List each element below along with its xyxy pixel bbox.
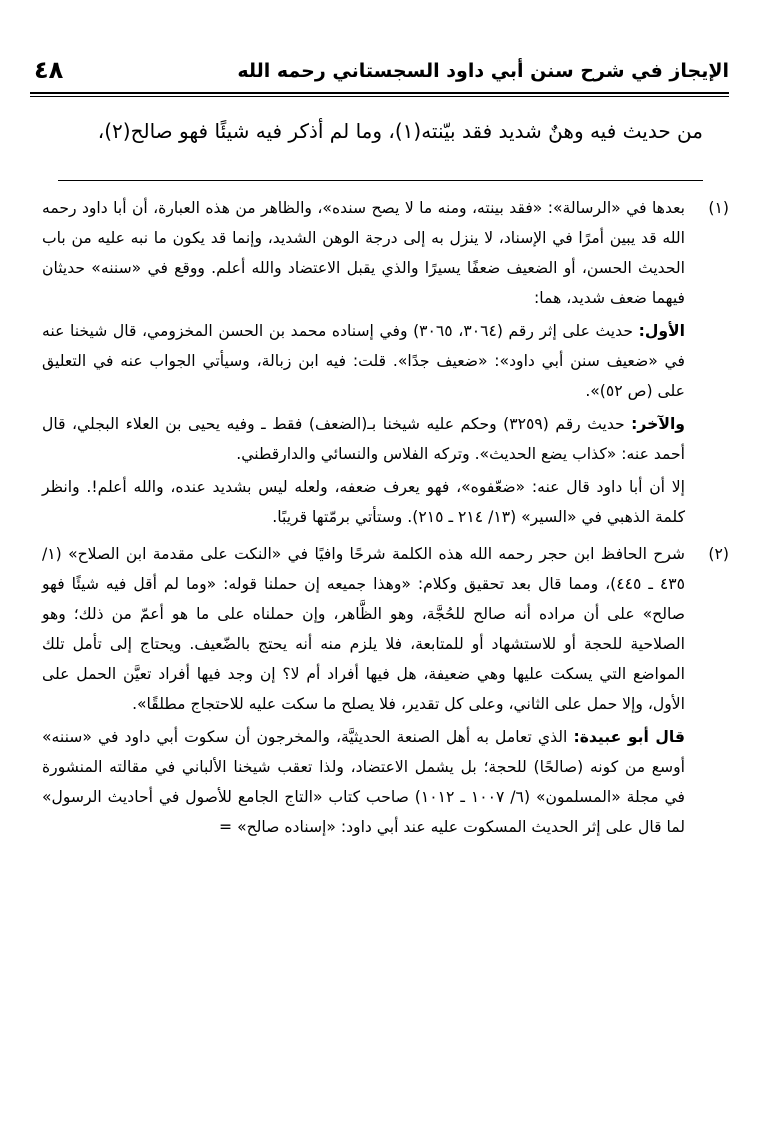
paragraph-text: الذي تعامل به أهل الصنعة الحديثيَّة، والمخرجون أن سكوت أبي داود في «سننه» أوسع من كونه (صالحًا) للحجة؛ بل يشمل الاعتضاد، ولذا تعقب شيخنا الألباني في مقالته المنشورة في مجلة «المسلمون» (٦/ ١٠٠٧ ـ ١٠١٢) صاحب كتاب «التاج الجامع للأصول في أحاديث الرسول» لما قال على إثر الحديث المسكوت عليه عند أبي داود: «إسناده صالح» = xyxy=(42,728,685,836)
paragraph-text: حديث على إثر رقم (٣٠٦٤، ٣٠٦٥) وفي إسناده محمد بن الحسن المخزومي، قال شيخنا عنه في «ضعيف سنن أبي داود»: «ضعيف جدًا». قلت: فيه ابن زبالة، وسيأتي الجواب عنه في التعليق على (ص ٥٢)». xyxy=(42,322,685,400)
footnote-paragraph xyxy=(42,193,685,313)
footnote-paragraph xyxy=(42,539,685,719)
main-text-line: من حديث فيه وهنٌ شديد فقد بيّنته(١)، وما لم أذكر فيه شيئًا فهو صالح(٢)، xyxy=(97,119,703,143)
paragraph-text: حديث رقم (٣٢٥٩) وحكم عليه شيخنا بـ(الضعف) فقط ـ وفيه يحيى بن العلاء البجلي، قال أحمد عنه: «كذاب يضع الحديث». وتركه الفلاس والنسائي والدارقطني. xyxy=(42,415,685,463)
footnote-body xyxy=(42,539,685,845)
paragraph-lead: والآخر: xyxy=(631,415,685,433)
paragraph-lead: قال أبو عبيدة: xyxy=(573,728,685,746)
paragraph-lead: الأول: xyxy=(638,322,685,340)
footnote-separator xyxy=(58,180,703,181)
footnote-paragraph xyxy=(42,722,685,842)
footnote-paragraph xyxy=(42,316,685,406)
page-number: ٤٨ xyxy=(34,56,64,84)
footnote-1 xyxy=(42,193,729,535)
footnote-paragraph xyxy=(42,472,685,532)
footnote-2 xyxy=(42,539,729,845)
footnote-body xyxy=(42,193,685,535)
running-header xyxy=(30,52,729,96)
header-rule xyxy=(30,92,729,97)
header-title: الإيجاز في شرح سنن أبي داود السجستاني رحمه الله xyxy=(237,60,729,82)
footnote-paragraph xyxy=(42,409,685,469)
paragraph-text: إلا أن أبا داود قال عنه: «ضعّفوه»، فهو يعرف ضعفه، ولعله ليس بشديد عنده، والله أعلم!. وانظر كلمة الذهبي في «السير» (١٣/ ٢١٤ ـ ٢١٥). وستأتي برمّتها قريبًا. xyxy=(42,478,685,526)
paragraph-text: بعدها في «الرسالة»: «فقد بينته، ومنه ما لا يصح سنده»، والظاهر من هذه العبارة، أن أبا داود رحمه الله قد يبين أمرًا في الإسناد، لا ينزل به إلى درجة الوهن الشديد، وإنما قد يكون ما نبه عليه من باب الحديث الحسن، أو الضعيف ضعفًا يسيرًا والذي يقبل الاعتضاد والله أعلم. ووقع في «سننه» حديثان فيهما ضعف شديد، هما: xyxy=(42,199,685,307)
footnotes xyxy=(42,193,729,845)
footnote-number: (١) xyxy=(708,199,729,217)
paragraph-text: شرح الحافظ ابن حجر رحمه الله هذه الكلمة شرحًا وافيًا في «النكت على مقدمة ابن الصلاح» (١/ ٤٣٥ ـ ٤٤٥)، ومما قال بعد تحقيق وكلام: «وهذا جميعه إن حملنا قوله: «وما لم أقل فيه شيئًا فهو صالح» على أن مراده أنه صالح للحُجَّة، وهو الظَّاهر، وإن حملناه على ما هو أعمّ من ذلك؛ وهو الصلاحية للحجة أو للاستشهاد أو للمتابعة، فلا يلزم منه أنه يحتج بالضّعيف. ويحتاج إلى تأمل تلك المواضع التي يسكت عليها وهي ضعيفة، هل فيها أفراد أم لا؟ إن وجد فيها أفراد تعيَّن الحمل على الأول، وإلا حمل على الثاني، وعلى كل تقدير، فلا يصلح ما سكت عليه للاحتجاج مطلقًا». xyxy=(42,545,686,713)
footnote-number: (٢) xyxy=(708,545,729,563)
